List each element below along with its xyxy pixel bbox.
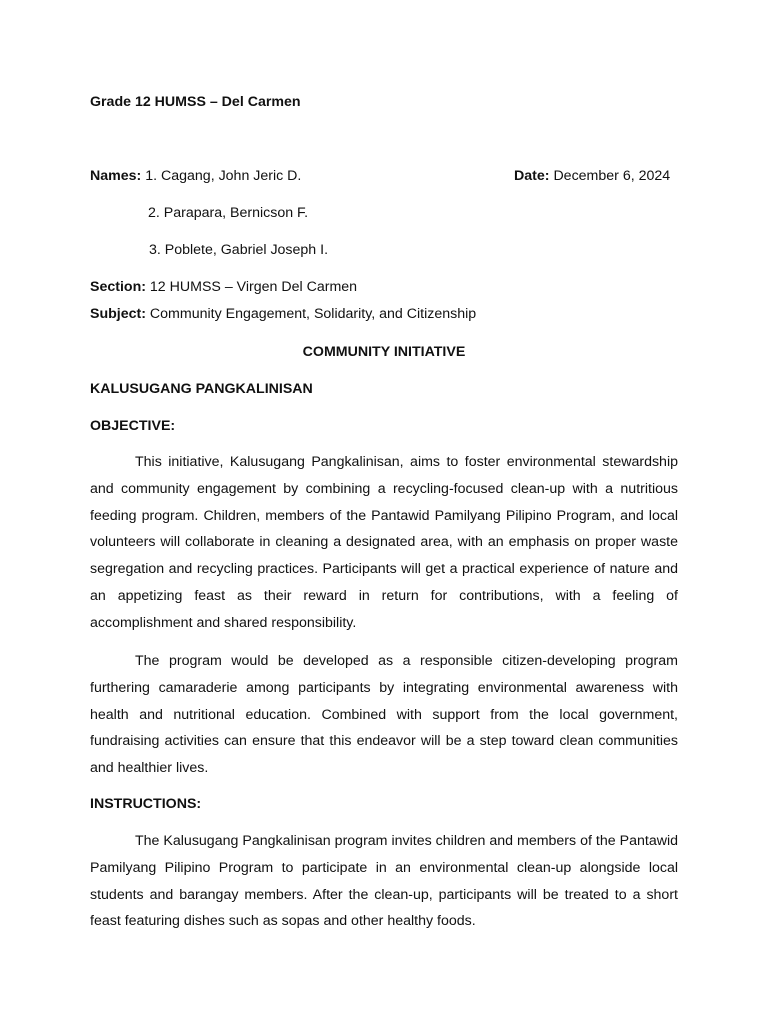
name-1: 1. Cagang, John Jeric D. <box>145 168 302 184</box>
names-label: Names: <box>90 168 142 184</box>
subject-value: Community Engagement, Solidarity, and Citizenship <box>149 306 477 322</box>
names-row <box>90 167 301 185</box>
objective-paragraph-2-text: The program would be developed as a responsible citizen-developing program furthering camaraderie among participants by integrating environmental awareness with health and nutritional education. Combined with support from the local government, fundraising activities can ensure that this endeavor will be a step toward clean communities and healthier lives. <box>90 653 678 777</box>
section-value: 12 HUMSS – Virgen Del Carmen <box>149 279 358 295</box>
date-label: Date: <box>514 168 550 184</box>
objective-heading: OBJECTIVE: <box>90 418 176 434</box>
grade-heading: Grade 12 HUMSS – Del Carmen <box>90 94 301 110</box>
objective-paragraph-1-text: This initiative, Kalusugang Pangkalinisan, aims to foster environmental stewardship and community engagement by combining a recycling-focused clean-up with a nutritious feeding program. Children, members of the Pantawid Pamilyang Pilipino Program, and local volunteers will collaborate in cleaning a designated area, with an emphasis on proper waste segregation and recycling practices. Participants will get a practical experience of nature and an appetizing feast as their reward in return for contributions, with a feeling of accomplishment and shared responsibility. <box>90 454 678 631</box>
subject-label: Subject: <box>90 306 146 322</box>
date-row <box>514 167 670 185</box>
initiative-name: KALUSUGANG PANGKALINISAN <box>90 381 313 397</box>
name-3: 3. Poblete, Gabriel Joseph I. <box>149 242 329 258</box>
objective-paragraph-1 <box>90 449 678 637</box>
instructions-paragraph-1 <box>90 828 678 935</box>
document-title: COMMUNITY INITIATIVE <box>302 344 466 360</box>
date-value: December 6, 2024 <box>553 168 671 184</box>
name-2: 2. Parapara, Bernicson F. <box>148 205 309 221</box>
instructions-paragraph-1-text: The Kalusugang Pangkalinisan program invites children and members of the Pantawid Pamilyang Pilipino Program to participate in an environmental clean-up alongside local students and barangay members. After the clean-up, participants will be treated to a short feast featuring dishes such as sopas and other healthy foods. <box>90 833 678 930</box>
objective-paragraph-2 <box>90 648 678 782</box>
subject-row <box>90 305 476 323</box>
section-label: Section: <box>90 279 146 295</box>
instructions-heading: INSTRUCTIONS: <box>90 796 202 812</box>
section-row <box>90 278 357 296</box>
